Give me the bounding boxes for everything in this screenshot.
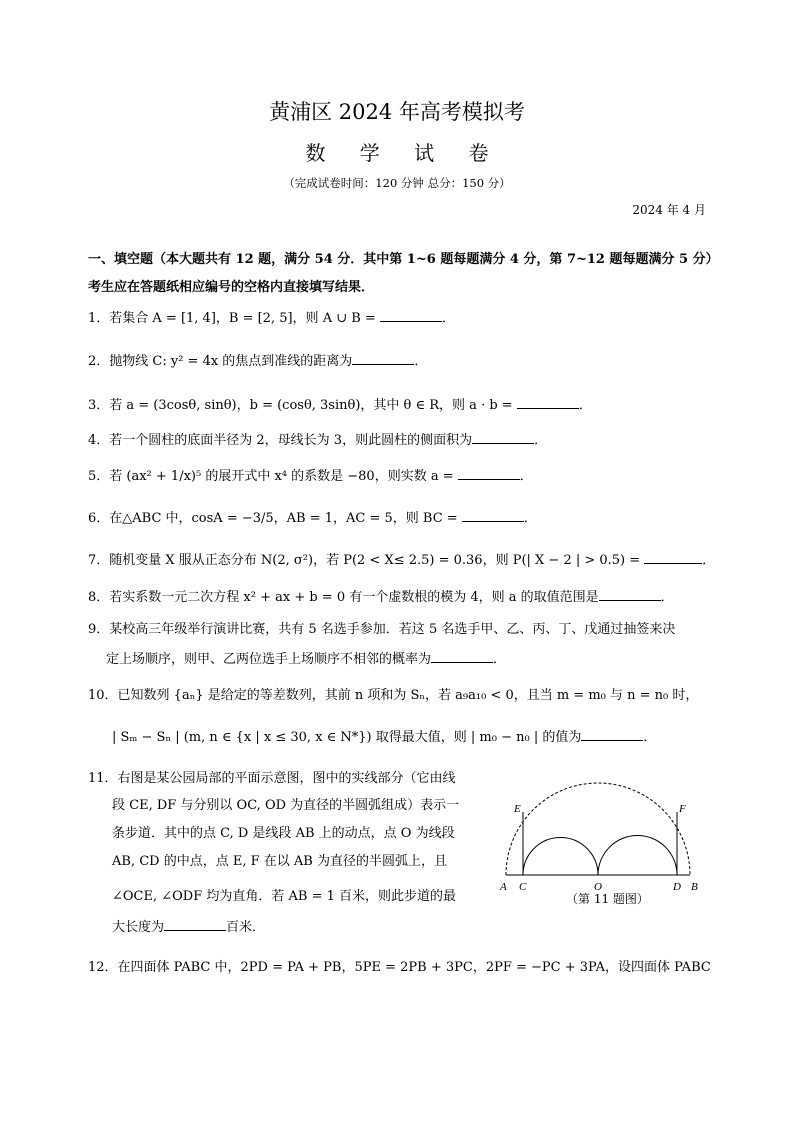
answer-blank-7 (644, 550, 702, 564)
question-12: 12．在四面体 PABC 中，2PD = PA + PB，5PE = 2PB + 3PC，2PF = −PC + 3PA，设四面体 PABC (88, 960, 711, 975)
answer-blank-8 (599, 587, 661, 601)
question-5: 5．若 (ax² + 1/x)⁵ 的展开式中 x⁴ 的系数是 −80，则实数 a = ． (88, 466, 533, 487)
question-8: 8．若实系数一元二次方程 x² + ax + b = 0 有一个虚数根的模为 4，则 a 的取值范围是 ． (88, 587, 674, 608)
figure-caption: （第 11 题图） (566, 892, 649, 906)
question-9-line-1: 9．某校高三年级举行演讲比赛，共有 5 名选手参加．若这 5 名选手甲、乙、丙、丁、戊通过抽签来决 (88, 622, 676, 637)
question-11-text-a: 大长度为 (112, 920, 165, 935)
answer-blank-4 (472, 430, 534, 444)
question-6-text: 6．在△ABC 中，cosA = −3/5，AB = 1，AC = 5，则 BC = (88, 511, 462, 526)
label-o: O (594, 881, 602, 893)
question-3: 3．若 a = (3cosθ, sinθ)，b = (cosθ, 3sinθ)，其中 θ ∈ R，则 a · b = ． (88, 395, 592, 416)
semicircle-oc (523, 838, 598, 876)
question-10-text: | Sₘ − Sₙ | (m, n ∈ {x | x ≤ 30, x ∈ N*}) 取得最大值，则 | m₀ − n₀ | 的值为 (112, 730, 582, 745)
section-instruction: 考生应在答题纸相应编号的空格内直接填写结果． (88, 280, 375, 295)
answer-blank-10 (581, 727, 643, 741)
question-2: 2．抛物线 C: y² = 4x 的焦点到准线的距离为 ． (88, 351, 427, 372)
question-8-text: 8．若实系数一元二次方程 x² + ax + b = 0 有一个虚数根的模为 4，则 a 的取值范围是 (88, 590, 599, 605)
question-11-line-6 (112, 917, 265, 938)
outer-semicircle-dashed (506, 783, 690, 875)
question-2-text: 2．抛物线 C: y² = 4x 的焦点到准线的距离为 (88, 354, 353, 369)
question-4: 4．若一个圆柱的底面半径为 2，母线长为 3，则此圆柱的侧面积为 ． (88, 430, 547, 451)
label-a: A (500, 881, 507, 893)
answer-blank-11 (164, 917, 226, 931)
question-11-line-5: ∠OCE, ∠ODF 均为直角．若 AB = 1 百米，则此步道的最 (112, 889, 457, 904)
question-1: 1．若集合 A = [1, 4]，B = [2, 5]，则 A ∪ B = ． (88, 308, 455, 329)
section-heading: 一、填空题（本大题共有 12 题，满分 54 分．其中第 1~6 题每题满分 4 分，第 7~12 题每题满分 5 分） (88, 252, 719, 267)
label-b: B (691, 881, 698, 893)
exam-info: （完成试卷时间：120 分钟 总分：150 分） (283, 176, 511, 190)
question-6: 6．在△ABC 中，cosA = −3/5，AB = 1，AC = 5，则 BC = ． (88, 508, 537, 529)
exam-subtitle: 数 学 试 卷 (305, 141, 503, 165)
question-9-line-2: 定上场顺序，则甲、乙两位选手上场顺序不相邻的概率为 ． (106, 649, 506, 670)
label-f: F (679, 803, 686, 815)
answer-blank-6 (462, 508, 524, 522)
exam-title: 黄浦区 2024 年高考模拟考 (269, 100, 525, 124)
answer-blank-9 (431, 649, 493, 663)
question-10-line-1: 10．已知数列 {aₙ} 是给定的等差数列，其前 n 项和为 Sₙ，若 a₉a₁₀ < 0，且当 m = m₀ 与 n = n₀ 时， (88, 688, 699, 703)
question-11-line-3: 条步道．其中的点 C, D 是线段 AB 上的动点，点 O 为线段 (112, 826, 455, 841)
question-11-line-4: AB, CD 的中点，点 E, F 在以 AB 为直径的半圆弧上，且 (112, 854, 447, 869)
question-5-text: 5．若 (ax² + 1/x)⁵ 的展开式中 x⁴ 的系数是 −80，则实数 a = (88, 469, 458, 484)
question-11-text-b: 百米． (226, 920, 266, 935)
semicircle-od (598, 836, 677, 876)
label-e: E (514, 803, 521, 815)
question-11-line-2: 段 CE, DF 与分别以 OC, OD 为直径的半圆弧组成）表示一 (112, 798, 460, 813)
answer-blank-5 (458, 466, 520, 480)
label-d: D (673, 881, 681, 893)
question-7: 7．随机变量 X 服从正态分布 N(2, σ²)，若 P(2 < X≤ 2.5) = 0.36，则 P(| X − 2 | > 0.5) = ． (88, 550, 715, 571)
question-9-text: 定上场顺序，则甲、乙两位选手上场顺序不相邻的概率为 (106, 652, 432, 667)
exam-date: 2024 年 4 月 (632, 203, 706, 217)
question-1-text: 1．若集合 A = [1, 4]，B = [2, 5]，则 A ∪ B = (88, 311, 380, 326)
question-7-text: 7．随机变量 X 服从正态分布 N(2, σ²)，若 P(2 < X≤ 2.5) = 0.36，则 P(| X − 2 | > 0.5) = (88, 553, 645, 568)
answer-blank-3 (517, 395, 579, 409)
label-c: C (519, 881, 527, 893)
question-11-line-1: 11．右图是某公园局部的平面示意图，图中的实线部分（它由线 (88, 771, 456, 786)
answer-blank-2 (352, 351, 414, 365)
question-10-line-2: | Sₘ − Sₙ | (m, n ∈ {x | x ≤ 30, x ∈ N*}) 取得最大值，则 | m₀ − n₀ | 的值为 ． (112, 727, 656, 748)
question-4-text: 4．若一个圆柱的底面半径为 2，母线长为 3，则此圆柱的侧面积为 (88, 433, 473, 448)
answer-blank-1 (380, 308, 442, 322)
question-3-text: 3．若 a = (3cosθ, sinθ)，b = (cosθ, 3sinθ)，其中 θ ∈ R，则 a · b = (88, 398, 517, 413)
